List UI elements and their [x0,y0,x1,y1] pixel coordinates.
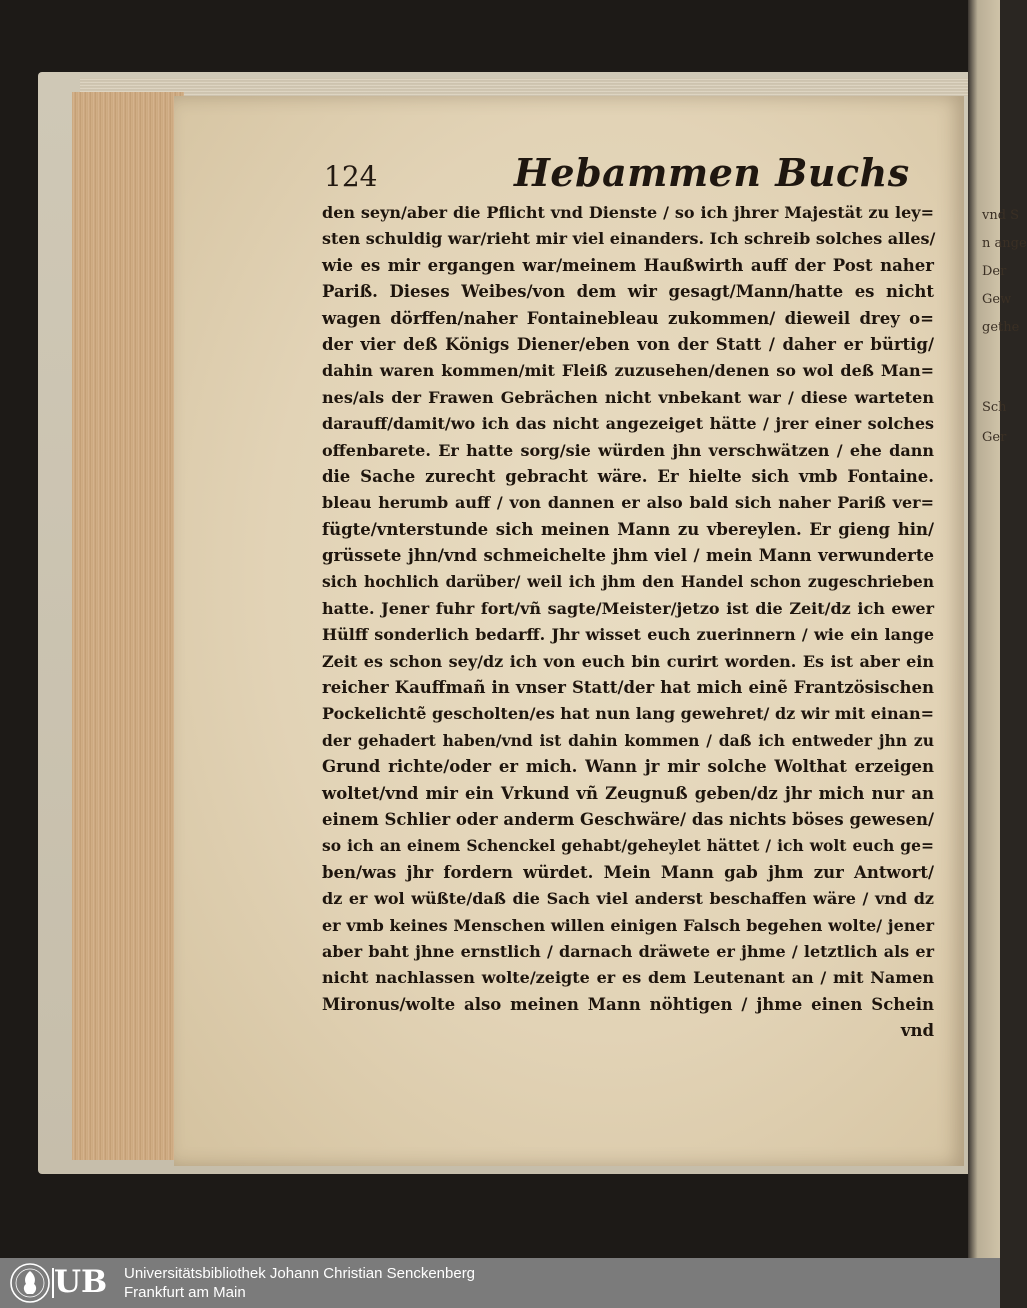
text-line: darauff/damit/wo ich das nicht angezeiget hätte / jrer einer solches [322,414,934,434]
text-line: einem Schlier oder anderm Geschwäre/ das nichts böses gewesen/ [322,809,934,829]
neighbor-text: Sch [982,400,1007,415]
text-line: bleau herumb auff / von dannen er also bald sich naher Pariß ver= [322,493,934,513]
printed-page [174,96,964,1166]
text-line: er vmb keines Menschen willen einigen Falsch begehen wolte/ jener [322,915,934,935]
text-line: Grund richte/oder er mich. Wann jr mir solche Wolthat erzeigen [322,757,934,777]
text-line: dahin waren kommen/mit Fleiß zuzusehen/denen so wol deß Man= [322,361,934,381]
text-line: wie es mir ergangen war/meinem Haußwirth auff der Post naher [322,255,934,275]
neighbor-text: gethe [982,320,1020,335]
text-line: dz er wol wüßte/daß die Sach viel anderst beschaffen wäre / vnd dz [322,889,934,909]
text-line: woltet/vnd mir ein Vrkund vñ Zeugnuß geben/dz jhr mich nur an [322,783,934,803]
neighbor-text: Ger [982,430,1007,445]
text-line: Mironus/wolte also meinen Mann nöhtigen / jhme einen Schein [322,994,934,1014]
text-line: sich hochlich darüber/ weil ich jhm den Handel schon zugeschrieben [322,572,934,592]
text-line: nes/als der Frawen Gebrächen nicht vnbekant war / diese warteten [322,387,934,407]
text-line: ben/was jhr fordern würdet. Mein Mann gab jhm zur Antwort/ [322,862,934,882]
text-line: der vier deß Königs Diener/eben von der Statt / daher er bürtig/ [322,334,934,354]
text-line: Pockelichtẽ gescholten/es hat nun lang gewehret/ dz wir mit einan= [322,704,934,724]
neighbor-text: Gew [982,292,1012,307]
page-top-edge [80,78,970,96]
text-line: die Sache zurecht gebracht wäre. Er hielte sich vmb Fontaine. [322,466,934,486]
library-city: Frankfurt am Main [124,1284,246,1301]
body-text [322,200,934,1045]
text-line: Hülff sonderlich bedarff. Jhr wisset euch zuerinnern / wie ein lange [322,625,934,645]
text-line: grüssete jhn/vnd schmeichelte jhm viel / mein Mann verwunderte [322,546,934,566]
neighbor-text: vnd S [982,208,1020,223]
running-head: Hebammen Buchs [514,150,910,195]
page-number: 124 [324,160,378,193]
text-line: Pariß. Dieses Weibes/von dem wir gesagt/Mann/hatte es nicht [322,282,934,302]
text-line: Zeit es schon sey/dz ich von euch bin curirt worden. Es ist aber ein [322,651,934,671]
text-line: den seyn/aber die Pflicht vnd Dienste / so ich jhrer Majestät zu ley= [322,203,934,222]
neighbor-text: Der [982,264,1007,279]
text-line: so ich an einem Schenckel gehabt/geheylet hättet / ich wolt euch ge= [322,836,934,856]
text-line: der gehadert haben/vnd ist dahin kommen / daß ich entweder jhn zu [322,730,934,750]
text-line: fügte/vnterstunde sich meinen Mann zu vbereylen. Er gieng hin/ [322,519,934,539]
footer-bar [0,1258,1000,1308]
text-line: sten schuldig war/rieht mir viel einanders. Ich schreib solches alles/ [322,229,936,249]
text-line: nicht nachlassen wolte/zeigte er es dem Leutenant an / mit Namen [322,968,934,988]
neighbor-page-fragment [968,0,1027,1258]
text-line: offenbarete. Er hatte sorg/sie würden jhn verschwätzen / ehe dann [322,440,934,460]
library-name: Universitätsbibliothek Johann Christian Senckenberg [124,1265,476,1282]
neighbor-text: n ange [982,236,1027,251]
logo-text: UB [54,1264,108,1300]
text-line: aber baht jhne ernstlich / darnach dräwete er jhme / letztlich als er [322,941,934,961]
catchword: vnd [900,1021,934,1041]
text-line: hatte. Jener fuhr fort/vñ sagte/Meister/jetzo ist die Zeit/dz ich ewer [322,598,934,618]
book-fore-edge [72,92,184,1160]
text-line: wagen dörffen/naher Fontainebleau zukommen/ dieweil drey o= [322,308,934,328]
text-line: reicher Kauffmañ in vnser Statt/der hat mich einẽ Frantzösischen [322,678,934,698]
